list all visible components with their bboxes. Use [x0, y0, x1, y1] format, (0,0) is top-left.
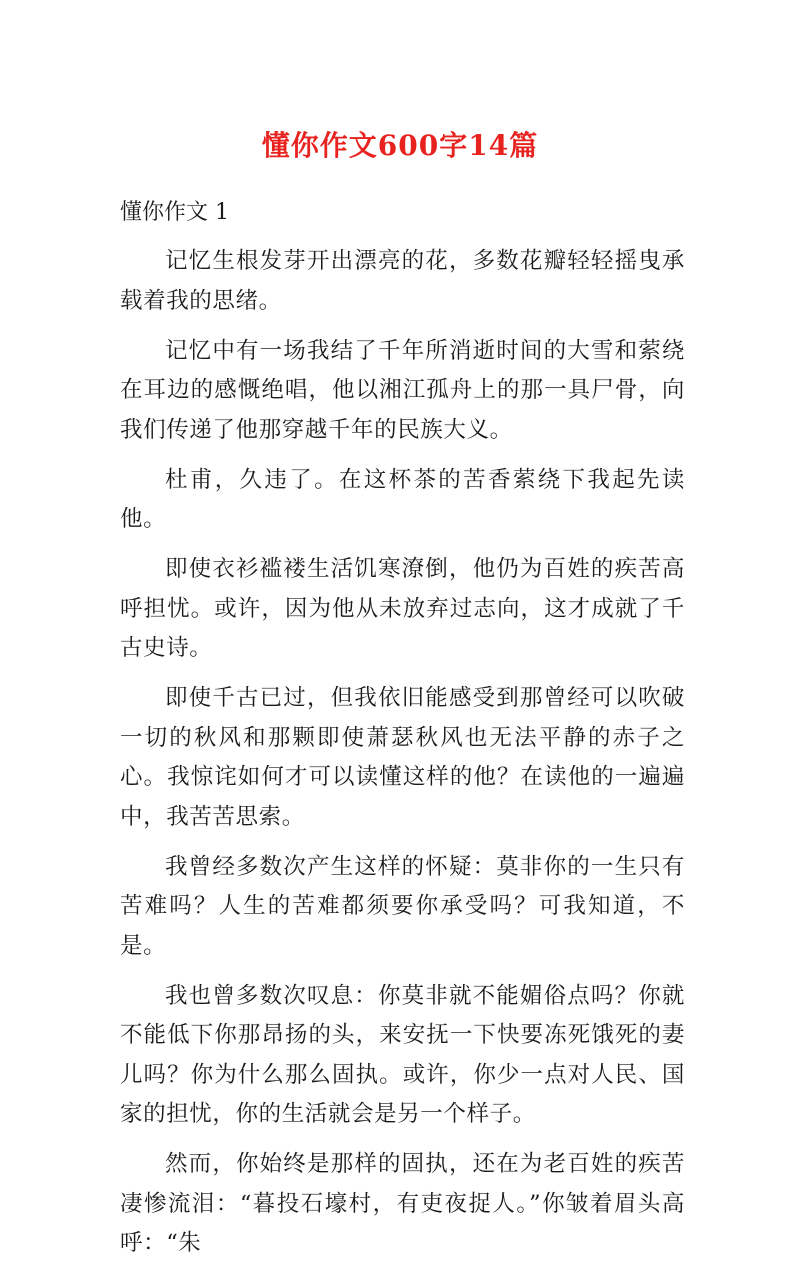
paragraph: 杜甫，久违了。在这杯茶的苦香萦绕下我起先读他。 — [120, 466, 685, 532]
paragraph: 记忆生根发芽开出漂亮的花，多数花瓣轻轻摇曳承载着我的思绪。 — [120, 248, 685, 314]
document-title: 懂你作文600字14篇 — [261, 129, 539, 162]
paragraph: 我曾经多数次产生这样的怀疑：莫非你的一生只有苦难吗？人生的苦难都须要你承受吗？可我知道，不是。 — [120, 853, 685, 959]
paragraph: 我也曾多数次叹息：你莫非就不能媚俗点吗？你就不能低下你那昂扬的头，来安抚一下快要冻死饿死的妻儿吗？你为什么那么固执。或许，你少一点对人民、国家的担忧，你的生活就会是另一个样子。 — [120, 982, 685, 1127]
paragraph: 然而，你始终是那样的固执，还在为老百姓的疾苦凄惨流泪：“暮投石壕村，有吏夜捉人。”你皱着眉头高呼：“朱 — [120, 1151, 685, 1256]
paragraph: 即使衣衫褴褛生活饥寒潦倒，他仍为百姓的疾苦高呼担忧。或许，因为他从未放弃过志向，这才成就了千古史诗。 — [120, 556, 685, 661]
essay-subheading: 懂你作文 1 — [120, 200, 229, 225]
paragraph: 记忆中有一场我结了千年所消逝时间的大雪和萦绕在耳边的感慨绝唱，他以湘江孤舟上的那一具尸骨，向我们传递了他那穿越千年的民族大义。 — [120, 337, 685, 443]
essay-body — [120, 242, 685, 1274]
paragraph: 即使千古已过，但我依旧能感受到那曾经可以吹破一切的秋风和那颗即使萧瑟秋风也无法平静的赤子之心。我惊诧如何才可以读懂这样的他？在读他的一遍遍中，我苦苦思索。 — [120, 685, 685, 830]
